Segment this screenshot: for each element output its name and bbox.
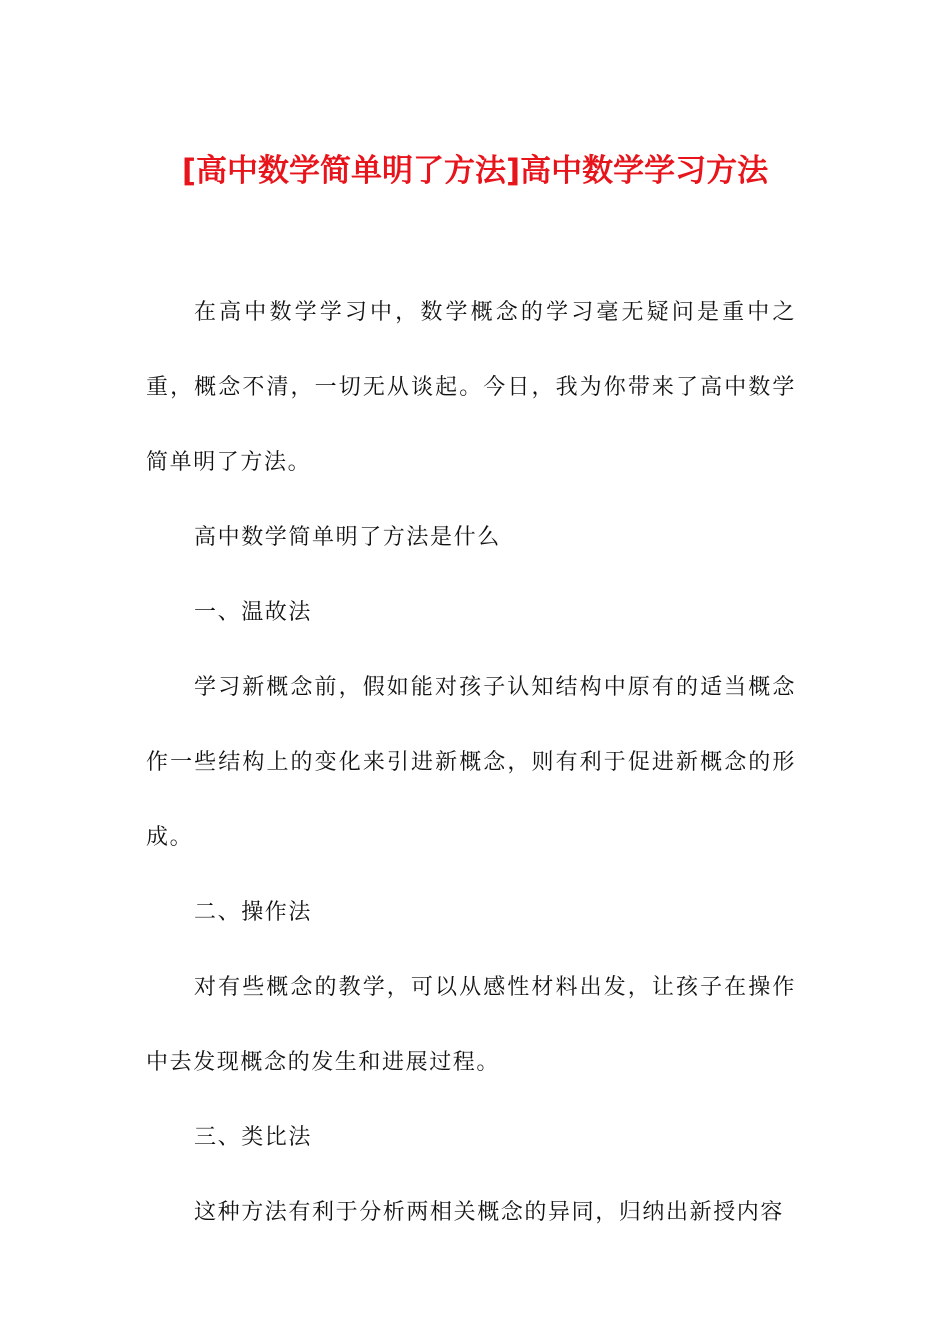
section-paragraph-2: 对有些概念的教学，可以从感性材料出发，让孩子在操作中去发现概念的发生和进展过程。 xyxy=(146,975,796,1075)
document-title: [高中数学简单明了方法]高中数学学习方法 xyxy=(181,153,769,189)
section-paragraph-1: 学习新概念前，假如能对孩子认知结构中原有的适当概念作一些结构上的变化来引进新概念，则有利于促进新概念的形成。 xyxy=(146,675,796,850)
section-heading-2: 二、操作法 xyxy=(194,900,313,925)
intro-paragraph: 在高中数学学习中，数学概念的学习毫无疑问是重中之重，概念不清，一切无从谈起。今日，我为你带来了高中数学简单明了方法。 xyxy=(146,300,796,475)
section-heading-3: 三、类比法 xyxy=(194,1125,313,1150)
subtitle-heading: 高中数学简单明了方法是什么 xyxy=(194,525,501,550)
section-heading-1: 一、温故法 xyxy=(194,600,313,625)
section-paragraph-3: 这种方法有利于分析两相关概念的异同，归纳出新授内容 xyxy=(194,1200,785,1225)
document-body xyxy=(146,275,796,1250)
